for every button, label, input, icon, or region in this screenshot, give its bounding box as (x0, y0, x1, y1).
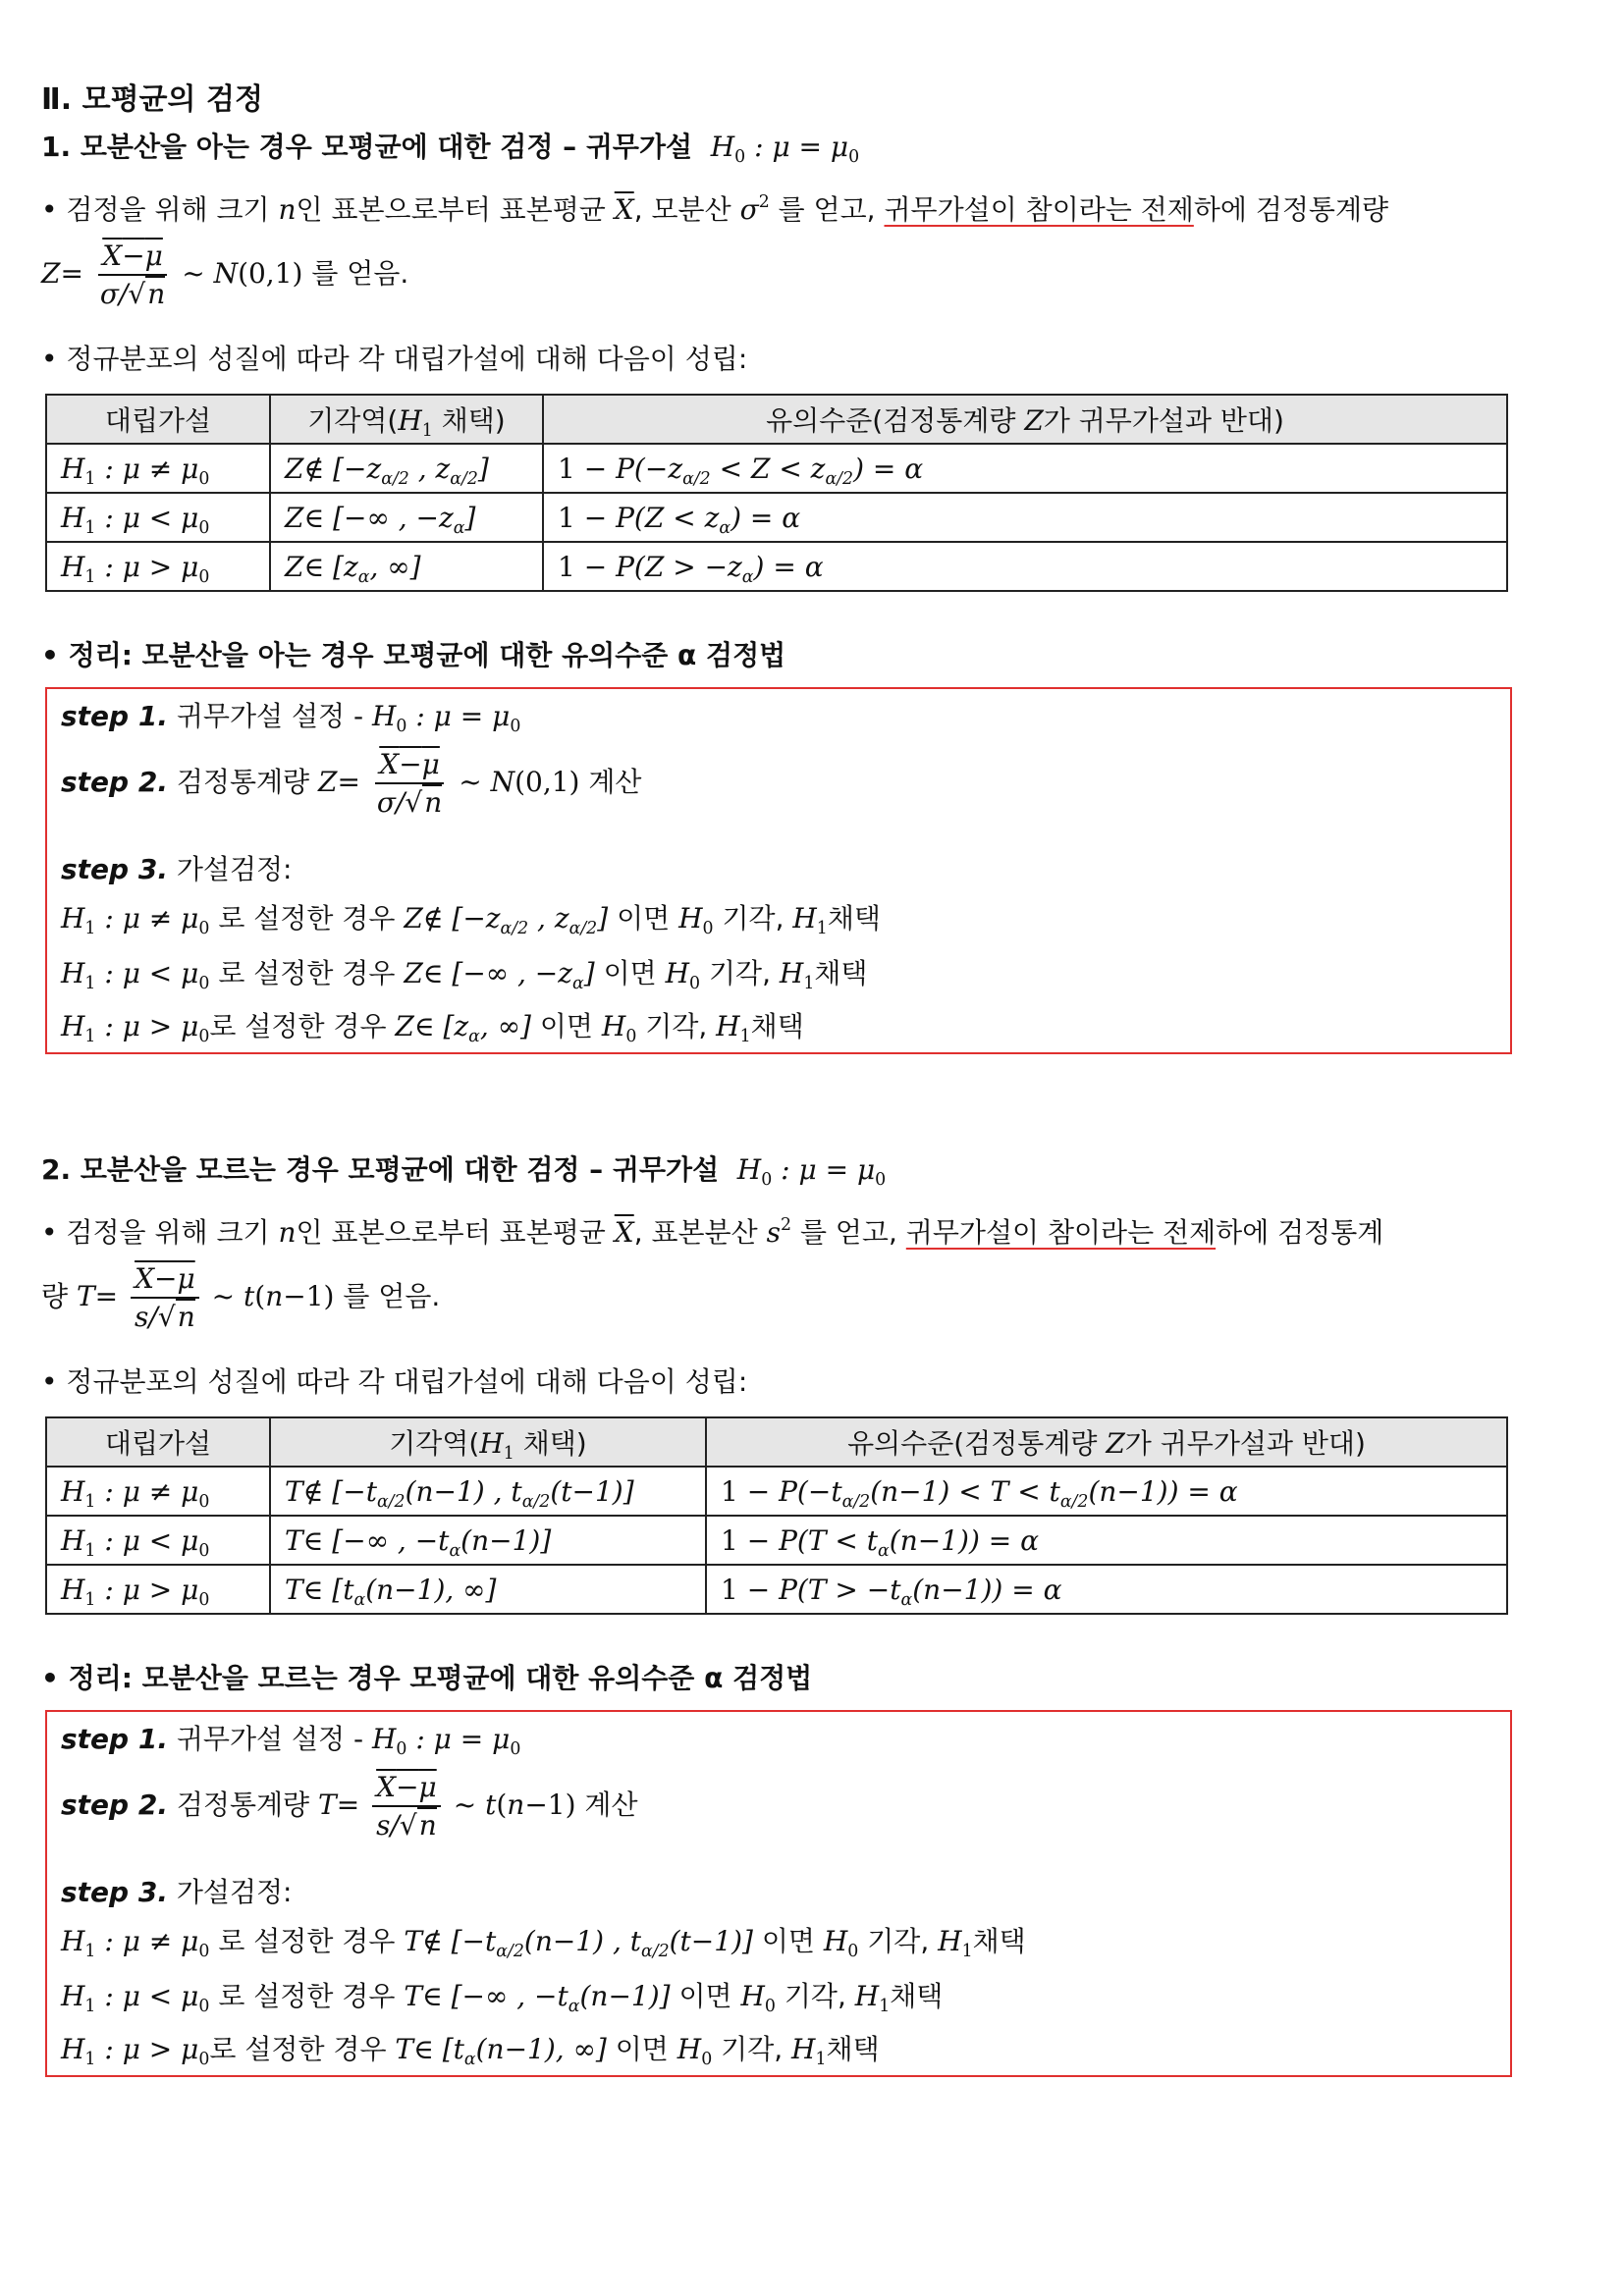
case-text: 기각, (867, 1925, 930, 1957)
s2-b1-end: 를 얻음. (343, 1280, 441, 1312)
case-text: 로 설정한 경우 (218, 1925, 396, 1957)
s1-b1-part-d: 를 얻고, (778, 193, 876, 226)
s1-theorem: • 정리: 모분산을 아는 경우 모평균에 대한 유의수준 α 검정법 (41, 639, 786, 671)
step-text: 가설검정: (176, 1876, 293, 1908)
s1-z-formula: Z= $\frac{X-\mu}{\sigma/√n}$ ~ N(0,1) 를 얻음. (41, 240, 409, 310)
step-label: step 3. (61, 1876, 168, 1908)
s2-procedure-box (45, 1710, 1512, 2077)
section-1-heading: 1. 모분산을 아는 경우 모평균에 대한 검정 – 귀무가설 $H_0$ : $\mu = \mu_0$ (41, 131, 860, 168)
step-label: step 3. (61, 853, 168, 885)
s1-th-alt: 대립가설 (46, 395, 270, 444)
section-2-heading: 2. 모분산을 모르는 경우 모평균에 대한 검정 – 귀무가설 $H_0$ : $\mu = \mu_0$ (41, 1153, 887, 1191)
s2-th-level-b: 가 귀무가설과 반대) (1124, 1427, 1366, 1460)
s2-th-reject: 기각역($H_1$ 채택) (270, 1417, 706, 1467)
step-label: step 2. (61, 766, 168, 798)
table-row: $H_1$ : $\mu \ne \mu_0$ T∉ [$-t_{\alpha/2}(n-1)$ , $t_{\alpha/2}(t-1)$] $1 - P(-t_{\alpha/2}(n-1) < T < t_{\alpha/2}(n-1)) = \alpha$ (46, 1467, 1507, 1516)
s2-b1-part-b: 인 표본으로부터 표본평균 (296, 1216, 606, 1249)
s1-b1-part-c: , 모분산 (633, 193, 731, 226)
s1-table (45, 394, 1508, 592)
case-text: 채택 (972, 1925, 1026, 1957)
s1-bullet-1: • 검정을 위해 크기 n인 표본으로부터 표본평균 X, 모분산 $\sigma^2$ 를 얻고, 귀무가설이 참이라는 전제하에 검정통계량 (41, 191, 1389, 226)
s1-th-level: 유의수준(검정통계량 Z가 귀무가설과 반대) (543, 395, 1507, 444)
s2-th-level: 유의수준(검정통계량 Z가 귀무가설과 반대) (706, 1417, 1507, 1467)
s2-case-3: $H_1$ : $\mu > \mu_0$로 설정한 경우 T∈ [$t_\alpha(n-1)$, ∞] 이면 $H_0$ 기각, $H_1$채택 (61, 2033, 880, 2070)
case-text: 이면 (678, 1980, 732, 2012)
s1-th-level-b: 가 귀무가설과 반대) (1043, 404, 1284, 437)
case-text: 기각, (722, 902, 784, 934)
page-title: Ⅱ. 모평균의 검정 (41, 82, 263, 117)
case-text: 로 설정한 경우 (218, 902, 396, 934)
step-label: step 2. (61, 1789, 168, 1821)
table-row: $H_1$ : $\mu > \mu_0$ Z∈ [$z_\alpha$, ∞] $1 - P(Z > -z_\alpha) = \alpha$ (46, 542, 1507, 591)
s2-step-1: step 1. 귀무가설 설정 - $H_0$ : $\mu = \mu_0$ (61, 1723, 521, 1760)
s2-step-3 (61, 1871, 293, 1910)
s2-theorem: • 정리: 모분산을 모르는 경우 모평균에 대한 유의수준 α 검정법 (41, 1662, 813, 1694)
s2-table (45, 1416, 1508, 1615)
step-text: 검정통계량 (176, 1789, 310, 1821)
s2-bullet-1: • 검정을 위해 크기 n인 표본으로부터 표본평균 X, 표본분산 $s^2$ 를 얻고, 귀무가설이 참이라는 전제하에 검정통계 (41, 1214, 1384, 1249)
case-text: 로 설정한 경우 (209, 2033, 387, 2065)
case-text: 채택 (814, 957, 868, 989)
s1-th-level-a: 유의수준(검정통계량 (766, 404, 1016, 437)
case-text: 이면 (761, 1925, 815, 1957)
case-text: 로 설정한 경우 (218, 1980, 396, 2012)
s1-step-3 (61, 848, 293, 887)
s2-th-level-a: 유의수준(검정통계량 (847, 1427, 1098, 1460)
s2-table-header (46, 1417, 1507, 1467)
s2-th-reject-b: 채택) (522, 1427, 587, 1460)
case-text: 기각, (721, 2033, 784, 2065)
s1-procedure-box (45, 687, 1512, 1054)
s1-case-3: $H_1$ : $\mu > \mu_0$로 설정한 경우 Z∈ [$z_\alpha$, ∞] 이면 $H_0$ 기각, $H_1$채택 (61, 1010, 804, 1047)
case-text: 로 설정한 경우 (218, 957, 396, 989)
s1-case-2: $H_1$ : $\mu < \mu_0$ 로 설정한 경우 Z∈ [−∞ , $-z_\alpha$] 이면 $H_0$ 기각, $H_1$채택 (61, 957, 868, 994)
case-text: 채택 (827, 902, 881, 934)
step-text: 귀무가설 설정 - (176, 700, 364, 732)
case-text: 채택 (890, 1980, 944, 2012)
step-label: step 1. (61, 700, 168, 732)
step-text-end: 계산 (588, 766, 642, 798)
step-text: 가설검정: (176, 853, 293, 885)
s2-bullet-2: • 정규분포의 성질에 따라 각 대립가설에 대해 다음이 성립: (41, 1365, 748, 1398)
s2-b1-part-c: , 표본분산 (633, 1216, 758, 1249)
s1-th-reject-b: 채택) (441, 404, 506, 437)
s1-case-1: $H_1$ : $\mu \ne \mu_0$ 로 설정한 경우 Z∉ [$-z_{\alpha/2}$ , $z_{\alpha/2}$] 이면 $H_0$ 기각, $H_1$채택 (61, 902, 881, 939)
case-text: 기각, (784, 1980, 846, 2012)
s2-case-2: $H_1$ : $\mu < \mu_0$ 로 설정한 경우 T∈ [−∞ , $-t_\alpha(n-1)$] 이면 $H_0$ 기각, $H_1$채택 (61, 1980, 944, 2017)
case-text: 이면 (615, 2033, 669, 2065)
s1-b1-end: 를 얻음. (311, 257, 409, 290)
s1-step-1: step 1. 귀무가설 설정 - $H_0$ : $\mu = \mu_0$ (61, 700, 521, 737)
s1-table-header (46, 395, 1507, 444)
s2-th-alt: 대립가설 (46, 1417, 270, 1467)
section-2-heading-text: 2. 모분산을 모르는 경우 모평균에 대한 검정 – 귀무가설 (41, 1153, 720, 1186)
case-text: 채택 (750, 1010, 804, 1042)
table-row: $H_1$ : $\mu \ne \mu_0$ Z∉ [$-z_{\alpha/2}$ , $z_{\alpha/2}$] $1 - P(-z_{\alpha/2} < Z < z_{\alpha/2}) = \alpha$ (46, 444, 1507, 493)
table-row: $H_1$ : $\mu < \mu_0$ T∈ [−∞ , $-t_\alpha(n-1)$] $1 - P(T < t_\alpha(n-1)) = \alpha$ (46, 1516, 1507, 1565)
s2-t-formula: 량 T= $\frac{X-\mu}{s/√n}$ ~ t(n−1) 를 얻음. (41, 1262, 441, 1333)
s2-case-1: $H_1$ : $\mu \ne \mu_0$ 로 설정한 경우 T∉ [$-t_{\alpha/2}(n-1)$ , $t_{\alpha/2}(t-1)$] 이면 $H_0$ 기각, $H_1$채택 (61, 1925, 1026, 1962)
s2-b1-part-f: 량 (41, 1280, 69, 1312)
table-row: $H_1$ : $\mu < \mu_0$ Z∈ [−∞ , $-z_\alpha$] $1 - P(Z < z_\alpha) = \alpha$ (46, 493, 1507, 542)
case-text: 이면 (617, 902, 671, 934)
case-text: 채택 (826, 2033, 880, 2065)
step-text-end: 계산 (584, 1789, 638, 1821)
s2-b1-part-d: 를 얻고, (799, 1216, 897, 1249)
table-row: $H_1$ : $\mu > \mu_0$ T∈ [$t_\alpha(n-1)$, ∞] $1 - P(T > -t_\alpha(n-1)) = \alpha$ (46, 1565, 1507, 1614)
s1-step-2: step 2. 검정통계량 Z= $\frac{X-\mu}{\sigma/√n}$ ~ N(0,1) 계산 (61, 748, 642, 819)
s1-b1-part-a: • 검정을 위해 크기 (41, 193, 270, 226)
s1-bullet-2: • 정규분포의 성질에 따라 각 대립가설에 대해 다음이 성립: (41, 343, 748, 375)
s1-b1-part-b: 인 표본으로부터 표본평균 (296, 193, 606, 226)
s1-th-reject: 기각역($H_1$ 채택) (270, 395, 543, 444)
s2-step-2: step 2. 검정통계량 T= $\frac{X-\mu}{s/√n}$ ~ t(n−1) 계산 (61, 1771, 638, 1842)
section-1-heading-text: 1. 모분산을 아는 경우 모평균에 대한 검정 – 귀무가설 (41, 131, 693, 163)
step-text: 검정통계량 (176, 766, 310, 798)
s1-th-reject-a: 기각역( (307, 404, 399, 437)
case-text: 이면 (603, 957, 657, 989)
case-text: 기각, (645, 1010, 708, 1042)
s2-b1-underlined: 귀무가설이 참이라는 전제 (905, 1216, 1217, 1249)
s2-b1-part-a: • 검정을 위해 크기 (41, 1216, 270, 1249)
step-text: 귀무가설 설정 - (176, 1723, 364, 1755)
s1-b1-part-e: 하에 검정통계량 (1193, 193, 1389, 226)
s1-b1-underlined: 귀무가설이 참이라는 전제 (884, 193, 1194, 226)
s2-b1-part-e: 하에 검정통계 (1216, 1216, 1384, 1249)
case-text: 로 설정한 경우 (209, 1010, 387, 1042)
step-label: step 1. (61, 1723, 168, 1755)
case-text: 이면 (539, 1010, 593, 1042)
case-text: 기각, (709, 957, 771, 989)
s2-th-reject-a: 기각역( (389, 1427, 480, 1460)
